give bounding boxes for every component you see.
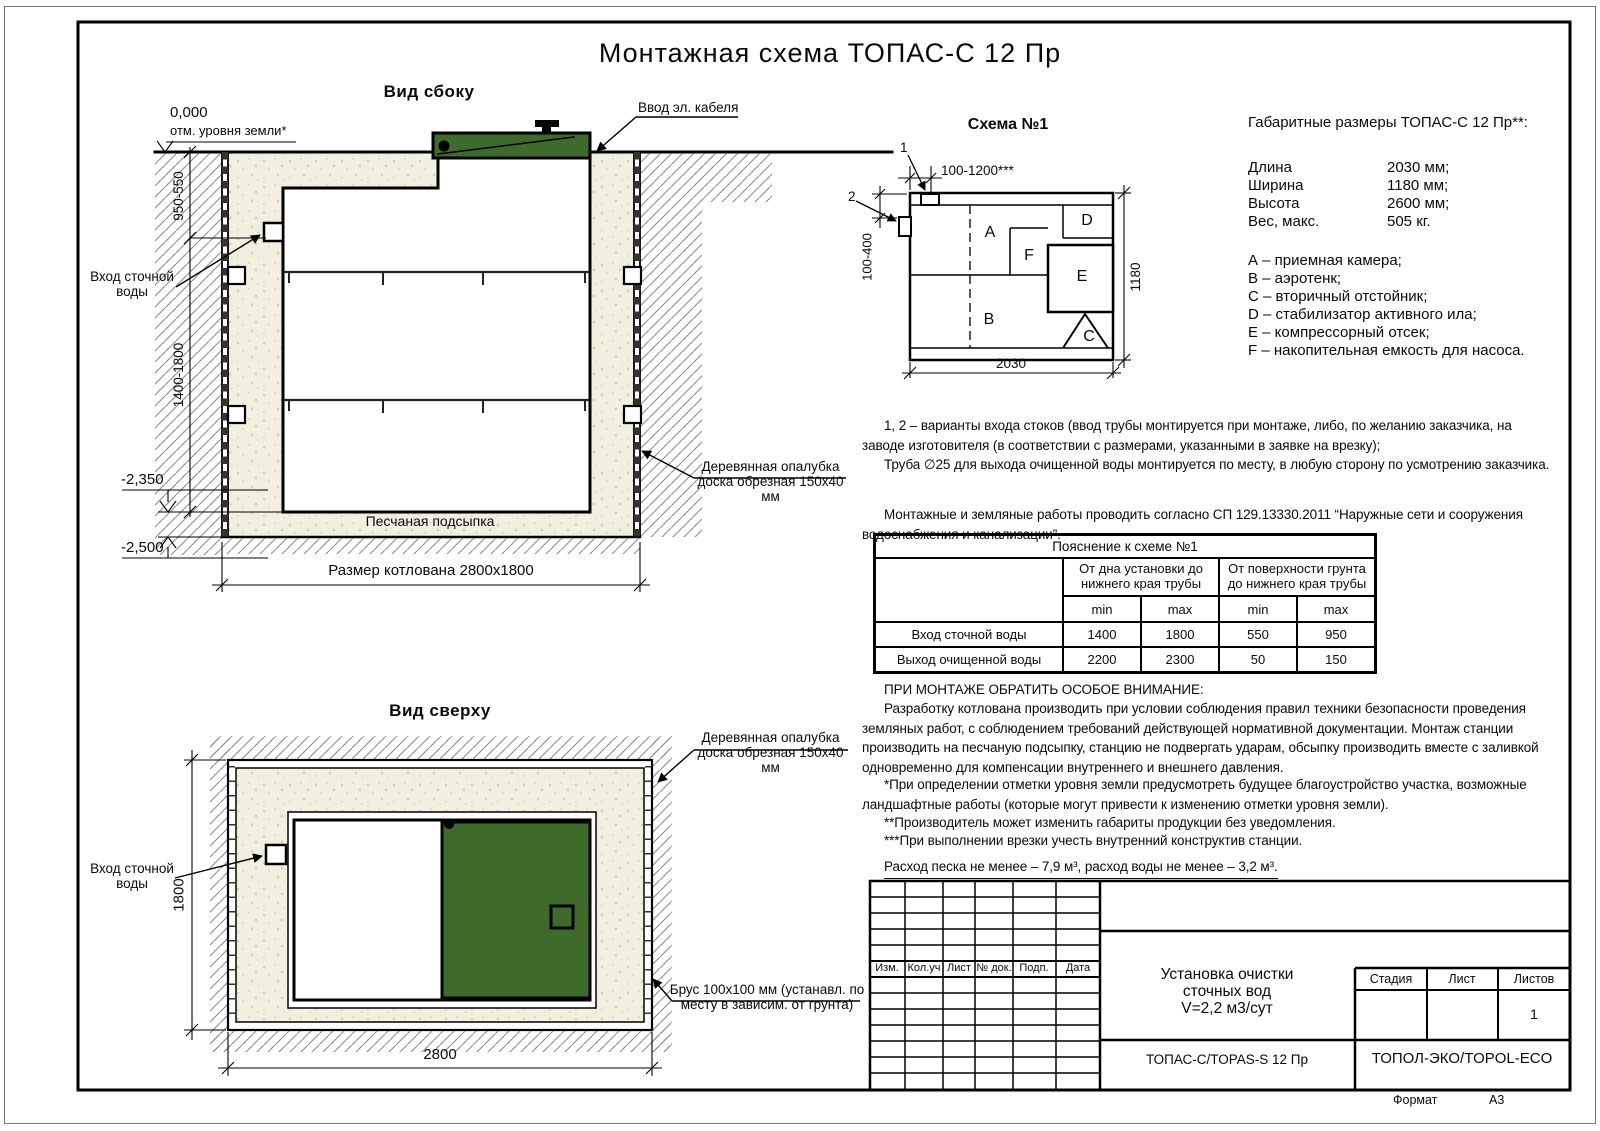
schema-dim-width: 1180	[1128, 262, 1144, 292]
inlet-label-top	[84, 861, 180, 891]
table-cell: 1800	[1141, 622, 1219, 647]
footnote-2: **Производитель может изменить габариты продукции без уведомления.	[884, 815, 1336, 830]
table-cell: 2300	[1141, 647, 1219, 673]
format-value: А3	[1489, 1093, 1505, 1107]
schema-title: Схема №1	[967, 116, 1049, 133]
table-cell: 2200	[1063, 647, 1141, 673]
spec-value-height: 2600 мм;	[1387, 195, 1450, 212]
table-row-label: Вход сточной воды	[875, 622, 1064, 647]
note-variants: 1, 2 – варианты входа стоков (ввод трубы монтируется при монтаже, либо, по желанию заказчика, на заводе изготовителя (в соответствии с размерами, указанными в заявке на врезку);	[862, 418, 1512, 453]
stamp-header-izm: Изм.	[875, 962, 899, 974]
schema-dim-inlet-offset: 100-1200***	[941, 163, 1014, 178]
table-row-label: Выход очищенной воды	[875, 647, 1064, 673]
footnote-1: *При определении отметки уровня земли предусмотреть будущее благоустройство участка, возможные ландшафтные работы (которые могут привести к изменению отметки уровня земли).	[862, 777, 1527, 812]
level-tank-bottom: -2,350	[121, 471, 164, 488]
stamp-header-data: Дата	[1065, 962, 1091, 974]
spec-value-width: 1180 мм;	[1387, 177, 1449, 194]
spec-label-height: Высота	[1248, 195, 1300, 212]
stage-label: Стадия	[1369, 972, 1413, 986]
sand-bedding-label: Песчаная подсыпка	[365, 513, 495, 529]
inlet-label-side	[84, 269, 180, 299]
table-group1-header: От дна установки до нижнего края трубы	[1063, 558, 1219, 596]
spec-label-length: Длина	[1248, 159, 1292, 176]
compartment-a: A	[984, 224, 996, 241]
inlet-label-top-line1: Вход сточной	[90, 861, 174, 876]
formwork-label-line1: Деревянная опалубка	[701, 459, 840, 474]
formwork-label-top-line2: доска обрезная 150х40 мм	[697, 745, 844, 775]
legend-d: D – стабилизатор активного ила;	[1248, 306, 1477, 323]
zero-level-mark: 0,000	[170, 104, 208, 121]
page-title: Монтажная схема ТОПАС-С 12 Пр	[598, 38, 1062, 68]
stamp-header-ndok: № док.	[976, 962, 1012, 974]
spec-value-weight: 505 кг.	[1387, 213, 1431, 230]
sheet-label: Лист	[1448, 972, 1476, 986]
inlet-label-line1: Вход сточной	[90, 269, 174, 284]
formwork-label-side	[693, 459, 848, 504]
legend-a: А – приемная камера;	[1248, 252, 1402, 269]
schema-dim-length: 2030	[995, 356, 1027, 371]
table-max-header: max	[1297, 596, 1376, 622]
doc-title-line2: сточных вод	[1182, 983, 1272, 1000]
ground-level-note: отм. уровня земли*	[170, 123, 287, 138]
compartment-b: B	[983, 311, 995, 328]
legend-b: В – аэротенк;	[1248, 270, 1342, 287]
legend-c: С – вторичный отстойник;	[1248, 288, 1428, 305]
compartment-c: C	[1083, 328, 1095, 345]
compartment-d: D	[1081, 212, 1093, 229]
schema-callout-2: 2	[848, 189, 856, 204]
schema-dim-inlet-height: 100-400	[859, 233, 875, 281]
spec-label-width: Ширина	[1248, 177, 1304, 194]
sheets-value: 1	[1530, 1006, 1538, 1022]
table-cell: 950	[1297, 622, 1376, 647]
specs-title: Габаритные размеры ТОПАС-С 12 Пр**:	[1248, 114, 1528, 131]
side-view-title: Вид сбоку	[383, 82, 475, 101]
sheets-label: Листов	[1513, 972, 1555, 986]
table-row	[875, 622, 1376, 647]
dim-depth-top: 950-550	[171, 171, 187, 221]
formwork-label-line2: доска обрезная 150х40 мм	[697, 474, 844, 504]
doc-title-line3: V=2,2 м3/сут	[1181, 1000, 1273, 1017]
compartment-e: E	[1076, 268, 1088, 285]
table-cell: 50	[1219, 647, 1297, 673]
table-cell: 150	[1297, 647, 1376, 673]
attention-body: Разработку котлована производить при условии соблюдения правил техники безопасности проведения земляных работ, с соблюдением требований действующей нормативной документации. Монтаж станции производить на песчаную подсыпку, станцию не подвергать ударам, обсыпку производить вместе с заливкой одновременно для компенсации внутреннего и внешнего давления.	[862, 701, 1539, 775]
table-cell: 550	[1219, 622, 1297, 647]
note-pipe: Труба ∅25 для выхода очищенной воды монтируется по месту, в любую сторону по усмотрению заказчика.	[884, 457, 1550, 472]
dim-depth-bottom: 1400-1800	[171, 342, 187, 408]
table-corner-cell	[875, 558, 1064, 622]
spec-value-length: 2030 мм;	[1387, 159, 1450, 176]
beam-label-line1: Брус 100х100 мм (устанавл. по	[669, 982, 865, 997]
table-group2-header: От поверхности грунта до нижнего края трубы	[1219, 558, 1376, 596]
spec-label-weight: Вес, макс.	[1248, 213, 1320, 230]
dim-pit-width: 1800	[170, 878, 188, 912]
stamp-header-koluch: Кол.уч	[907, 962, 941, 974]
top-view-title: Вид сверху	[389, 701, 491, 720]
stamp-company: ТОПОЛ-ЭКО/TOPOL-ECO	[1371, 1050, 1553, 1067]
note-mounting: Монтажные и земляные работы проводить согласно СП 129.13330.2011 “Наружные сети и сооружения водоснабжения и канализации”.	[862, 507, 1523, 542]
beam-label	[662, 982, 872, 1012]
beam-label-line2: месту в зависим. от грунта)	[680, 997, 854, 1012]
table-cell: 1400	[1063, 622, 1141, 647]
stamp-model: ТОПАС-С/TOPAS-S 12 Пр	[1145, 1052, 1309, 1067]
pit-size-dim: Размер котлована 2800х1800	[328, 562, 534, 579]
explanation-table	[873, 533, 1377, 674]
footnote-3: ***При выполнении врезки учесть внутренний конструктив станции.	[884, 833, 1303, 848]
stamp-header-list: Лист	[947, 962, 971, 974]
legend-f: F – накопительная емкость для насоса.	[1248, 342, 1525, 359]
attention-title: ПРИ МОНТАЖЕ ОБРАТИТЬ ОСОБОЕ ВНИМАНИЕ:	[884, 682, 1204, 697]
inlet-label-top-line2: воды	[116, 876, 148, 891]
level-pit-bottom: -2,500	[121, 539, 164, 556]
inlet-label-line2: воды	[116, 284, 148, 299]
format-label: Формат	[1393, 1093, 1438, 1107]
consumption-note: Расход песка не менее – 7,9 м³, расход воды не менее – 3,2 м³.	[884, 857, 1278, 879]
formwork-label-top	[693, 730, 848, 775]
table-min-header: min	[1219, 596, 1297, 622]
table-title: Пояснение к схеме №1	[875, 535, 1376, 559]
stamp-header-podp: Подп.	[1019, 962, 1049, 974]
table-row	[875, 647, 1376, 673]
top-view-drawing	[210, 736, 672, 1052]
legend-e: E – компрессорный отсек;	[1248, 324, 1430, 341]
dim-pit-length: 2800	[423, 1046, 457, 1063]
cable-entry-label: Ввод эл. кабеля	[638, 100, 739, 115]
schema-callout-1: 1	[900, 140, 908, 155]
note-variants-block	[862, 416, 1554, 475]
doc-title-line1: Установка очистки	[1160, 966, 1294, 983]
table-min-header: min	[1063, 596, 1141, 622]
table-max-header: max	[1141, 596, 1219, 622]
formwork-label-top-line1: Деревянная опалубка	[701, 730, 840, 745]
compartment-f: F	[1024, 247, 1034, 264]
